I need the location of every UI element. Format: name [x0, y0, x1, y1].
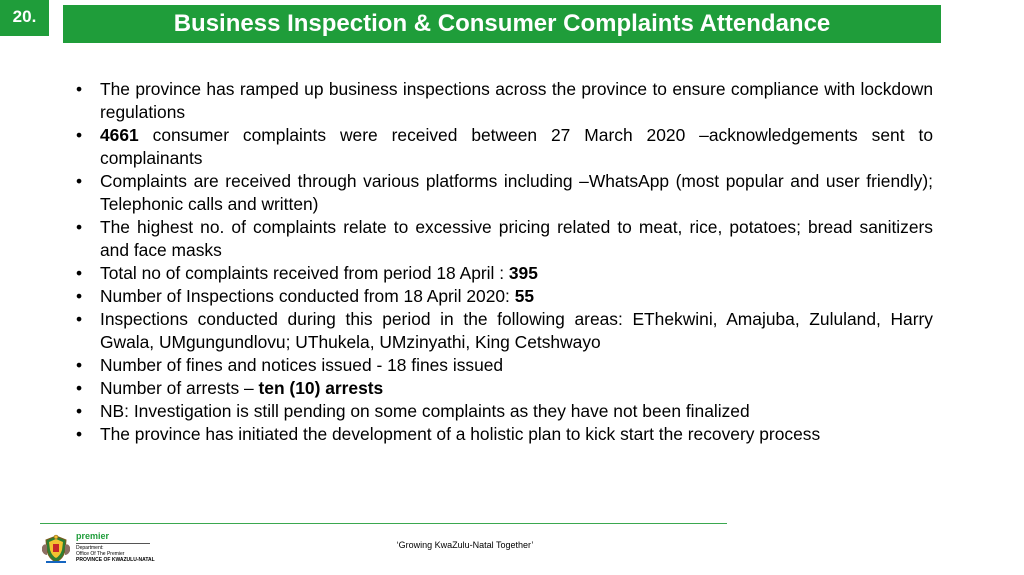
- footer-tagline: ‘Growing KwaZulu-Natal Together’: [396, 540, 534, 550]
- bullet-item: [76, 124, 933, 170]
- bullet-list: [76, 78, 933, 446]
- bullet-dot: •: [76, 309, 83, 329]
- slide-number: 20.: [0, 0, 49, 36]
- logo-department: Department:: [76, 545, 104, 551]
- bullet-emphasis: 4661: [100, 125, 139, 145]
- bullet-dot: •: [76, 286, 83, 306]
- bullet-dot: •: [76, 401, 83, 421]
- bullet-text: The province has initiated the development of a holistic plan to kick start the recovery process: [100, 424, 821, 444]
- bullet-dot: •: [76, 424, 83, 444]
- bullet-text: Inspections conducted during this period in the following areas: EThekwini, Amajuba, Zululand, Harry Gwala, UMgungundlovu; UThukela, UMzinyathi, King Cetshwayo: [100, 309, 933, 352]
- bullet-dot: •: [76, 355, 83, 375]
- bullet-item: [76, 216, 933, 262]
- logo-office: Office Of The Premier: [76, 551, 125, 557]
- bullet-text: The highest no. of complaints relate to excessive pricing related to meat, rice, potatoes; bread sanitizers and face masks: [100, 217, 933, 260]
- logo-province: PROVINCE OF KWAZULU-NATAL: [76, 557, 155, 563]
- bullet-dot: •: [76, 263, 83, 283]
- slide-title: Business Inspection & Consumer Complaints Attendance: [63, 5, 941, 43]
- bullet-item: [76, 377, 933, 400]
- bullet-text: consumer complaints were received between 27 March 2020 –acknowledgements sent to complainants: [100, 125, 933, 168]
- bullet-dot: •: [76, 217, 83, 237]
- bullet-dot: •: [76, 125, 83, 145]
- logo-premier: premier: [76, 531, 110, 541]
- bullet-text: Number of arrests –: [100, 378, 259, 398]
- bullet-emphasis: 395: [508, 263, 538, 283]
- bullet-dot: •: [76, 171, 83, 191]
- bullet-dot: •: [76, 378, 83, 398]
- bullet-dot: •: [76, 79, 83, 99]
- bullet-item: [76, 170, 933, 216]
- bullet-text: NB: Investigation is still pending on some complaints as they have not been finalized: [100, 401, 750, 421]
- bullet-item: [76, 78, 933, 124]
- bullet-item: [76, 400, 933, 423]
- bullet-item: [76, 354, 933, 377]
- bullet-text: Total no of complaints received from period 18 April :: [100, 263, 509, 283]
- bullet-emphasis: ten (10) arrests: [258, 378, 384, 398]
- bullet-emphasis: 55: [514, 286, 535, 306]
- bullet-item: [76, 423, 933, 446]
- bullet-item: [76, 262, 933, 285]
- bullet-text: Complaints are received through various platforms including –WhatsApp (most popular and user friendly); Telephonic calls and written): [100, 171, 933, 214]
- bullet-text: Number of fines and notices issued - 18 fines issued: [100, 355, 504, 375]
- bullet-item: [76, 308, 933, 354]
- bullet-text: The province has ramped up business inspections across the province to ensure compliance with lockdown regulations: [100, 79, 933, 122]
- bullet-item: [76, 285, 933, 308]
- bullet-text: Number of Inspections conducted from 18 April 2020:: [100, 286, 515, 306]
- footer-divider: [40, 523, 727, 524]
